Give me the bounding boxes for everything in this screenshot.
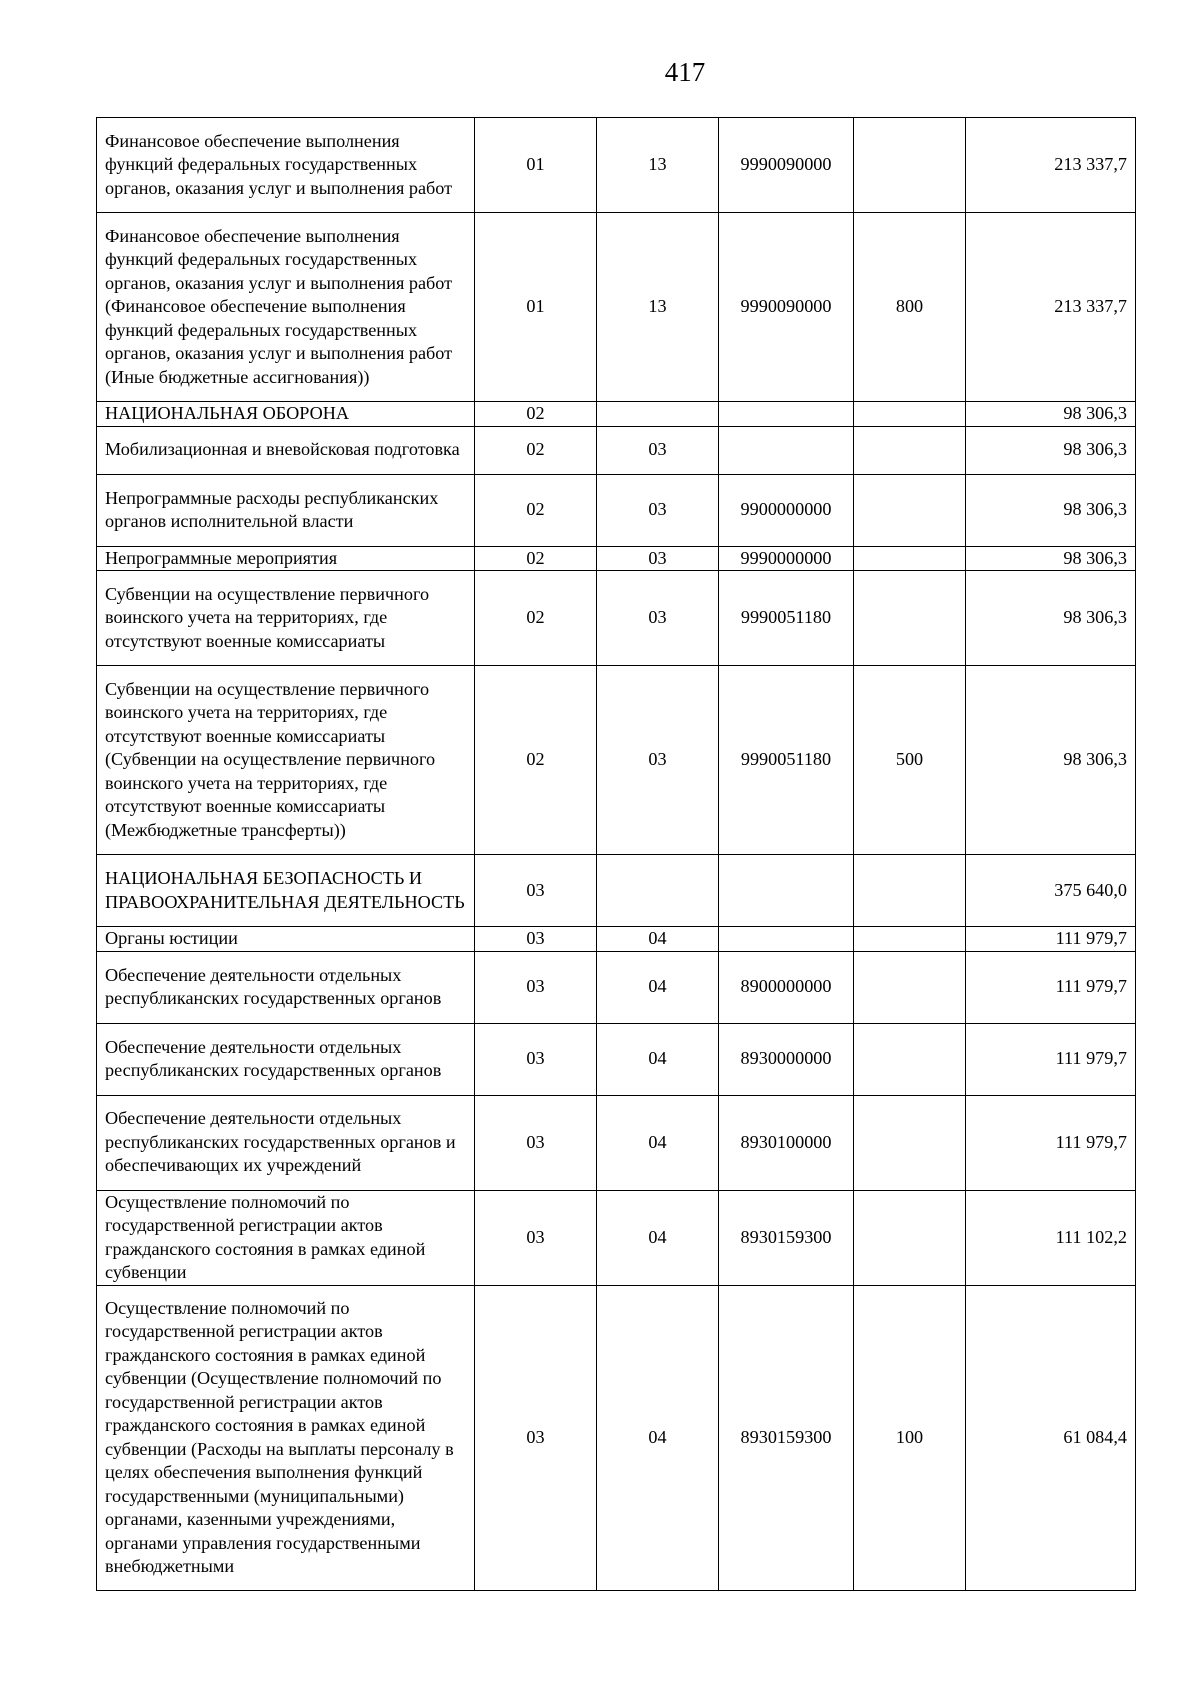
row-expense-type: [854, 118, 966, 213]
row-target-item: 9900000000: [719, 474, 854, 546]
row-target-item: [719, 426, 854, 474]
row-target-item: 9990051180: [719, 571, 854, 666]
row-name: Обеспечение деятельности отдельных республиканских государственных органов и обеспечивающих их учреждений: [97, 1095, 475, 1190]
row-name: Финансовое обеспечение выполнения функций федеральных государственных органов, оказания услуг и выполнения работ (Финансовое обеспечение выполнения функций федеральных государственных органов, оказания услуг и выполнения работ (Иные бюджетные ассигнования)): [97, 213, 475, 402]
table-row: [97, 1285, 1136, 1590]
row-subsection: 04: [597, 1285, 719, 1590]
row-expense-type: [854, 546, 966, 571]
row-name: НАЦИОНАЛЬНАЯ ОБОРОНА: [97, 402, 475, 427]
row-name: Органы юстиции: [97, 927, 475, 952]
row-subsection: [597, 402, 719, 427]
row-name: Мобилизационная и вневойсковая подготовка: [97, 426, 475, 474]
row-section: 03: [475, 1095, 597, 1190]
row-target-item: 8930100000: [719, 1095, 854, 1190]
row-subsection: 13: [597, 118, 719, 213]
row-target-item: 9990000000: [719, 546, 854, 571]
table-row: [97, 426, 1136, 474]
row-subsection: 03: [597, 426, 719, 474]
row-expense-type: [854, 951, 966, 1023]
row-target-item: 9990051180: [719, 666, 854, 855]
row-sum: 61 084,4: [966, 1285, 1136, 1590]
row-target-item: 9990090000: [719, 118, 854, 213]
row-section: 02: [475, 474, 597, 546]
row-section: 02: [475, 402, 597, 427]
table-row: [97, 402, 1136, 427]
row-section: 02: [475, 666, 597, 855]
table-row: [97, 1023, 1136, 1095]
row-name: Обеспечение деятельности отдельных республиканских государственных органов: [97, 951, 475, 1023]
row-subsection: 03: [597, 546, 719, 571]
table-row: [97, 855, 1136, 927]
row-sum: 98 306,3: [966, 546, 1136, 571]
budget-table: [96, 117, 1136, 1591]
row-target-item: 8900000000: [719, 951, 854, 1023]
row-target-item: 8930159300: [719, 1190, 854, 1285]
row-expense-type: 800: [854, 213, 966, 402]
table-row: [97, 571, 1136, 666]
page-number: 417: [664, 57, 706, 87]
row-section: 03: [475, 951, 597, 1023]
row-section: 03: [475, 855, 597, 927]
row-sum: 213 337,7: [966, 118, 1136, 213]
row-sum: 98 306,3: [966, 474, 1136, 546]
row-section: 02: [475, 571, 597, 666]
row-name: Финансовое обеспечение выполнения функций федеральных государственных органов, оказания услуг и выполнения работ: [97, 118, 475, 213]
row-section: 03: [475, 1285, 597, 1590]
row-name: Обеспечение деятельности отдельных республиканских государственных органов: [97, 1023, 475, 1095]
row-name: Непрограммные расходы республиканских органов исполнительной власти: [97, 474, 475, 546]
row-sum: 111 979,7: [966, 1095, 1136, 1190]
table-row: [97, 951, 1136, 1023]
row-sum: 111 979,7: [966, 1023, 1136, 1095]
row-subsection: 04: [597, 1023, 719, 1095]
row-name: Субвенции на осуществление первичного воинского учета на территориях, где отсутствуют военные комиссариаты: [97, 571, 475, 666]
row-expense-type: 500: [854, 666, 966, 855]
row-section: 02: [475, 426, 597, 474]
table-row: [97, 927, 1136, 952]
row-expense-type: [854, 571, 966, 666]
row-sum: 111 102,2: [966, 1190, 1136, 1285]
table-row: [97, 546, 1136, 571]
row-target-item: 8930159300: [719, 1285, 854, 1590]
row-sum: 98 306,3: [966, 666, 1136, 855]
table-row: [97, 213, 1136, 402]
row-section: 03: [475, 1190, 597, 1285]
row-subsection: 03: [597, 474, 719, 546]
row-target-item: [719, 855, 854, 927]
row-expense-type: [854, 1095, 966, 1190]
row-expense-type: [854, 1190, 966, 1285]
row-section: 03: [475, 1023, 597, 1095]
row-target-item: [719, 402, 854, 427]
row-sum: 98 306,3: [966, 402, 1136, 427]
row-subsection: 04: [597, 1095, 719, 1190]
row-name: Осуществление полномочий по государственной регистрации актов гражданского состояния в рамках единой субвенции: [97, 1190, 475, 1285]
row-sum: 98 306,3: [966, 571, 1136, 666]
row-subsection: [597, 855, 719, 927]
row-subsection: 04: [597, 1190, 719, 1285]
budget-table-body: [97, 118, 1136, 1591]
row-sum: 98 306,3: [966, 426, 1136, 474]
row-expense-type: [854, 855, 966, 927]
row-expense-type: [854, 1023, 966, 1095]
row-expense-type: [854, 402, 966, 427]
row-subsection: 13: [597, 213, 719, 402]
table-row: [97, 474, 1136, 546]
row-target-item: 8930000000: [719, 1023, 854, 1095]
row-sum: 375 640,0: [966, 855, 1136, 927]
row-subsection: 03: [597, 571, 719, 666]
row-expense-type: [854, 474, 966, 546]
row-name: Субвенции на осуществление первичного воинского учета на территориях, где отсутствуют военные комиссариаты (Субвенции на осуществление первичного воинского учета на территориях, где отсутствуют военные комиссариаты (Межбюджетные трансферты)): [97, 666, 475, 855]
row-subsection: 04: [597, 927, 719, 952]
table-row: [97, 1095, 1136, 1190]
row-subsection: 03: [597, 666, 719, 855]
table-row: [97, 118, 1136, 213]
row-expense-type: 100: [854, 1285, 966, 1590]
row-subsection: 04: [597, 951, 719, 1023]
row-name: Непрограммные мероприятия: [97, 546, 475, 571]
row-sum: 111 979,7: [966, 951, 1136, 1023]
row-name: НАЦИОНАЛЬНАЯ БЕЗОПАСНОСТЬ И ПРАВООХРАНИТЕЛЬНАЯ ДЕЯТЕЛЬНОСТЬ: [97, 855, 475, 927]
row-section: 02: [475, 546, 597, 571]
row-name: Осуществление полномочий по государственной регистрации актов гражданского состояния в рамках единой субвенции (Осуществление полномочий по государственной регистрации актов гражданского состояния в рамках единой субвенции (Расходы на выплаты персоналу в целях обеспечения выполнения функций государственными (муниципальными) органами, казенными учреждениями, органами управления государственными внебюджетными: [97, 1285, 475, 1590]
row-expense-type: [854, 927, 966, 952]
table-row: [97, 666, 1136, 855]
row-section: 01: [475, 118, 597, 213]
row-target-item: [719, 927, 854, 952]
row-target-item: 9990090000: [719, 213, 854, 402]
row-sum: 213 337,7: [966, 213, 1136, 402]
row-expense-type: [854, 426, 966, 474]
row-section: 01: [475, 213, 597, 402]
row-sum: 111 979,7: [966, 927, 1136, 952]
table-row: [97, 1190, 1136, 1285]
row-section: 03: [475, 927, 597, 952]
